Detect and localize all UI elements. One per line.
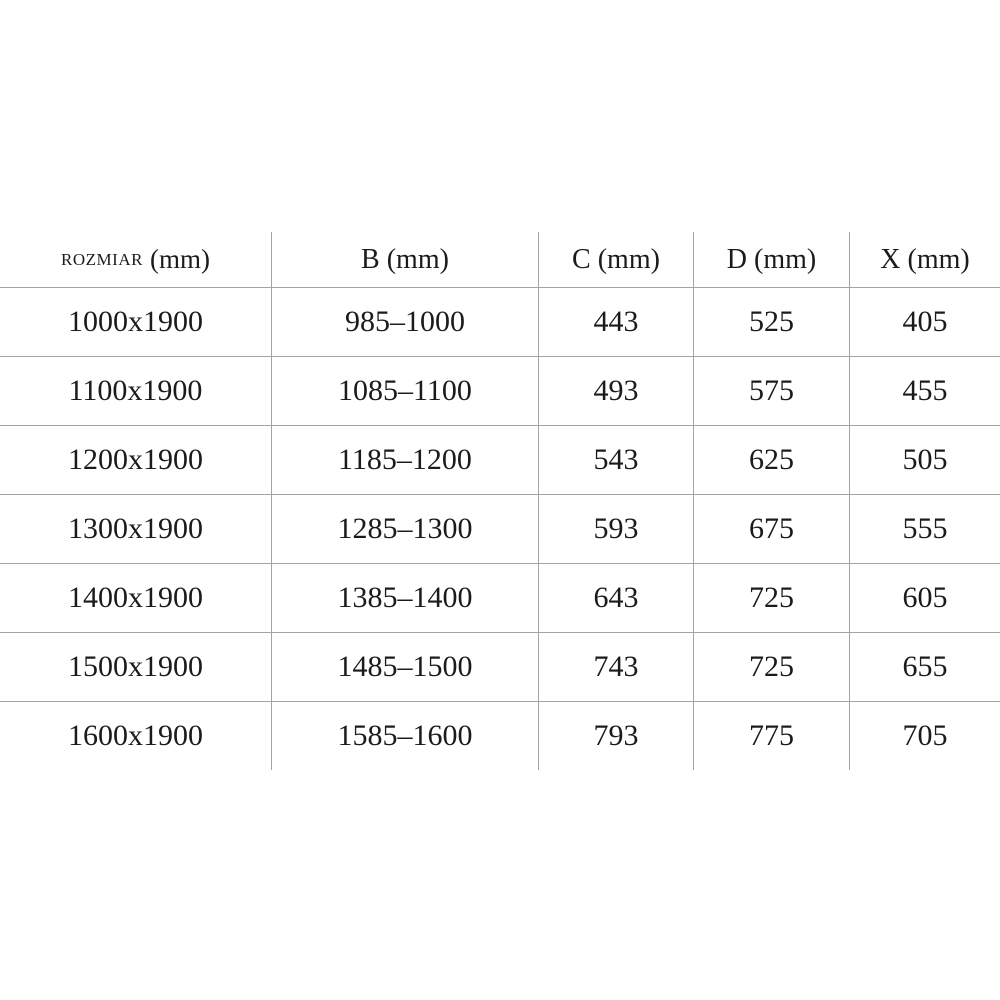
table-cell-x: 555 (849, 494, 1000, 563)
table-cell-b: 1485–1500 (271, 632, 538, 701)
table-row (0, 287, 1000, 356)
table-cell-c: 493 (538, 356, 693, 425)
table-row (0, 425, 1000, 494)
table-cell-rozmiar: 1000x1900 (0, 287, 271, 356)
column-header-rozmiar-unit: (mm) (149, 244, 210, 274)
table-cell-rozmiar: 1500x1900 (0, 632, 271, 701)
table-cell-c: 543 (538, 425, 693, 494)
table-cell-x: 405 (849, 287, 1000, 356)
table-cell-x: 455 (849, 356, 1000, 425)
column-header-x: X (mm) (849, 232, 1000, 287)
table-cell-rozmiar: 1600x1900 (0, 701, 271, 770)
column-header-c: C (mm) (538, 232, 693, 287)
table-row (0, 494, 1000, 563)
table-cell-b: 1285–1300 (271, 494, 538, 563)
table-cell-x: 705 (849, 701, 1000, 770)
table-cell-d: 775 (693, 701, 849, 770)
table-cell-d: 675 (693, 494, 849, 563)
table-cell-d: 725 (693, 632, 849, 701)
table-cell-d: 575 (693, 356, 849, 425)
table-cell-b: 985–1000 (271, 287, 538, 356)
table-cell-rozmiar: 1300x1900 (0, 494, 271, 563)
table-cell-x: 655 (849, 632, 1000, 701)
table-row (0, 356, 1000, 425)
table-cell-b: 1385–1400 (271, 563, 538, 632)
column-header-d: D (mm) (693, 232, 849, 287)
table-cell-b: 1185–1200 (271, 425, 538, 494)
table-row (0, 632, 1000, 701)
dimensions-table (0, 232, 1000, 770)
table-cell-c: 593 (538, 494, 693, 563)
column-header-rozmiar-label: ROZMIAR (61, 249, 143, 269)
table-cell-x: 605 (849, 563, 1000, 632)
table-cell-rozmiar: 1200x1900 (0, 425, 271, 494)
table-cell-d: 625 (693, 425, 849, 494)
table-cell-rozmiar: 1400x1900 (0, 563, 271, 632)
table-header-row (0, 232, 1000, 287)
table-cell-c: 743 (538, 632, 693, 701)
table-row (0, 563, 1000, 632)
table-cell-c: 643 (538, 563, 693, 632)
table-cell-rozmiar: 1100x1900 (0, 356, 271, 425)
column-header-rozmiar (0, 232, 271, 287)
table-cell-b: 1085–1100 (271, 356, 538, 425)
table-cell-d: 725 (693, 563, 849, 632)
table-cell-d: 525 (693, 287, 849, 356)
table-cell-b: 1585–1600 (271, 701, 538, 770)
table-row (0, 701, 1000, 770)
table-cell-c: 443 (538, 287, 693, 356)
column-header-b: B (mm) (271, 232, 538, 287)
table-cell-x: 505 (849, 425, 1000, 494)
table-cell-c: 793 (538, 701, 693, 770)
